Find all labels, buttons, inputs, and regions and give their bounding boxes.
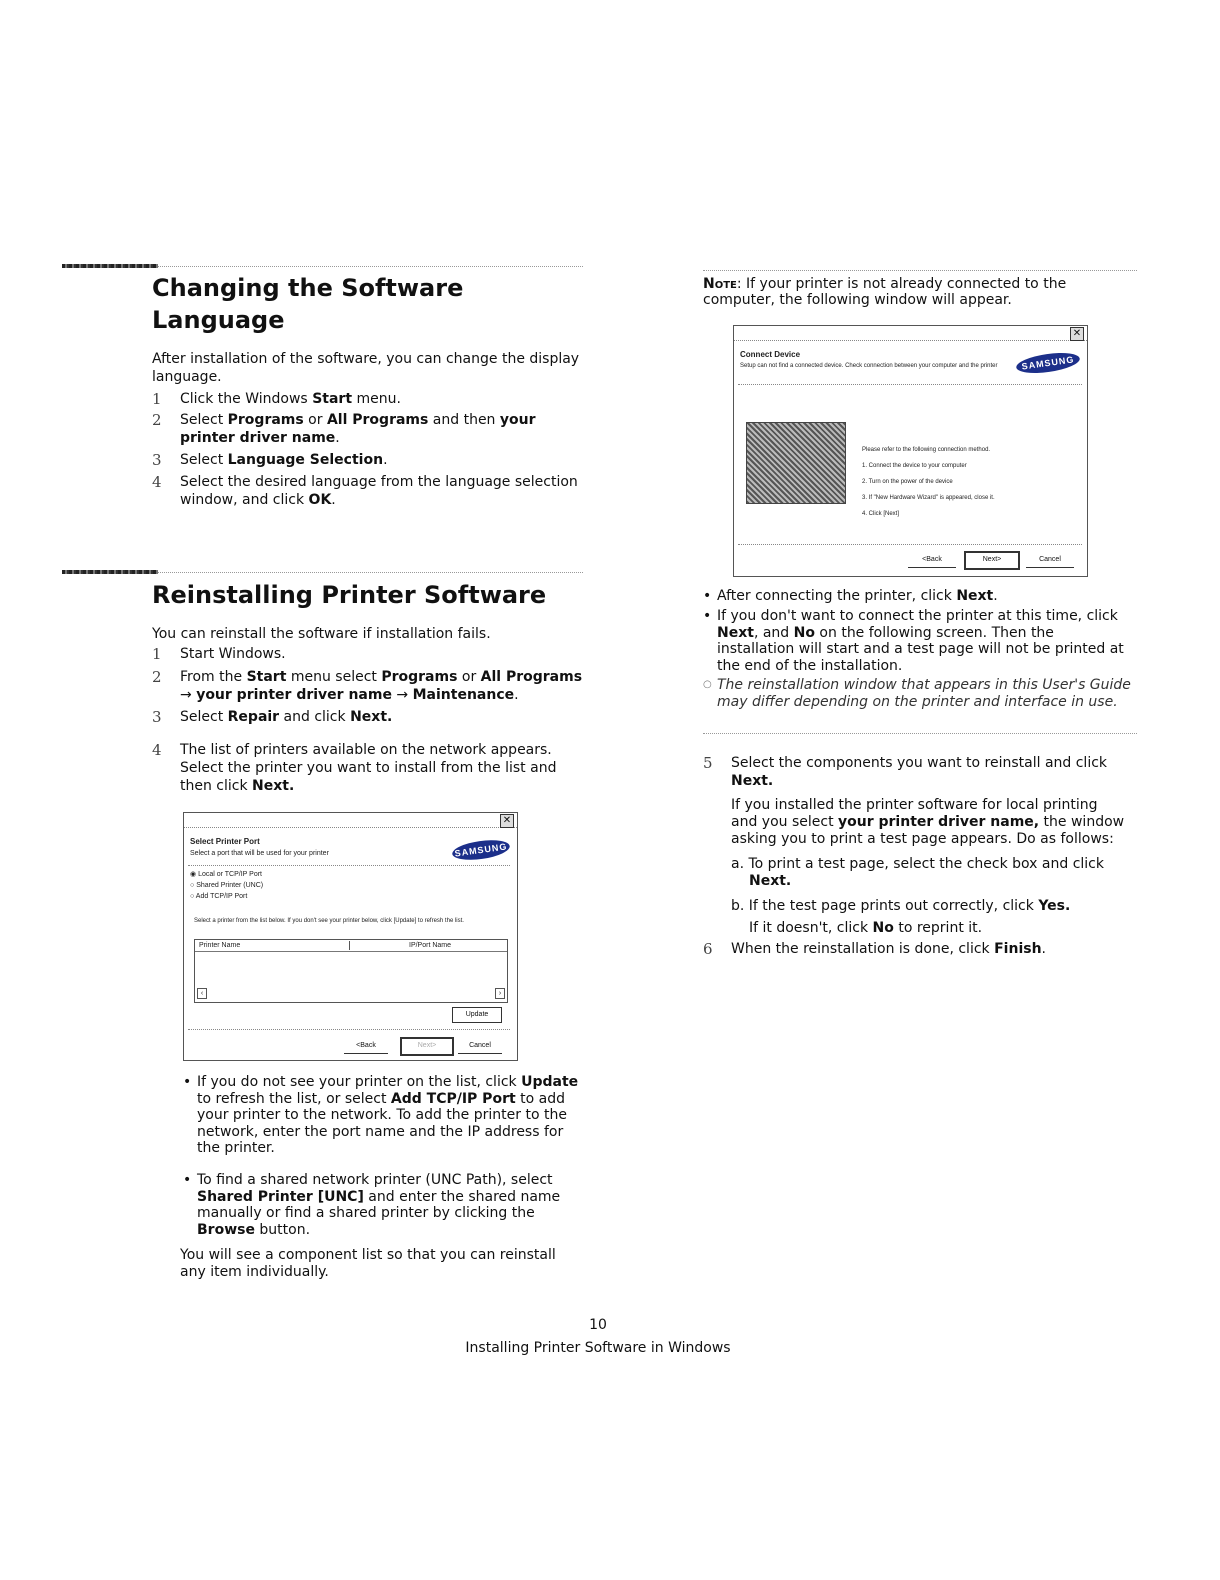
step-text: Select Language Selection.: [180, 452, 388, 468]
note-top-rule: [703, 270, 1137, 271]
step-text: The list of printers available on the network appears. Select the printer you want to install from the list and then click Next.: [180, 742, 557, 794]
select-printer-port-dialog: [183, 812, 518, 1061]
section1-step-2: [152, 411, 582, 449]
section2-step-4: [152, 741, 582, 797]
dialog-heading: Select Printer Port: [190, 837, 260, 846]
step-5-paragraph: If you installed the printer software for local printing and you select your printer driver name, the window asking you to print a test page appears. Do as follows:: [731, 797, 1125, 847]
radio-shared-unc[interactable]: ○ Shared Printer (UNC): [190, 882, 264, 889]
back-button[interactable]: <Back: [344, 1039, 388, 1054]
step-number: 3: [152, 451, 162, 469]
step-number: 3: [152, 708, 162, 726]
samsung-logo: SAMSUNG: [451, 837, 511, 863]
dialog-heading: Connect Device: [740, 350, 801, 359]
note-text: The reinstallation window that appears in this User's Guide may differ depending on the printer and interface in use.: [717, 677, 1131, 710]
back-button[interactable]: <Back: [908, 553, 956, 568]
title-line-2: Language: [152, 306, 285, 334]
step-5: [703, 754, 1135, 794]
step-5-a: a. To print a test page, select the check box and click Next.: [731, 856, 1104, 889]
radio-label: Local or TCP/IP Port: [198, 871, 262, 878]
step-5-b2: If it doesn't, click No to reprint it.: [749, 920, 983, 936]
radio-local-tcpip[interactable]: ◉ Local or TCP/IP Port: [190, 871, 262, 878]
connect-device-dialog: [733, 325, 1088, 577]
scroll-left-icon[interactable]: ‹: [197, 988, 207, 999]
connect-line-0: Please refer to the following connection method.: [862, 447, 991, 453]
bullet-text: If you do not see your printer on the list, click Update to refresh the list, or select Add TCP/IP Port to add your printer to the network. To add the printer to the network, enter the port name and the IP address for the printer.: [197, 1074, 579, 1156]
section-rule: [158, 266, 583, 267]
note-label: Note: [703, 276, 737, 292]
section2-step-1: [152, 645, 582, 663]
step-text: Click the Windows Start menu.: [180, 391, 401, 407]
scroll-right-icon[interactable]: ›: [495, 988, 505, 999]
right-bullet-2: [703, 608, 1135, 674]
section1-intro: After installation of the software, you can change the display language.: [152, 351, 580, 385]
note-paragraph: [703, 276, 1133, 308]
step-text: From the Start menu select Programs or All Programs → your printer driver name → Maintenance.: [180, 669, 583, 703]
close-icon[interactable]: ✕: [500, 814, 514, 828]
note-bottom-rule: [703, 733, 1137, 734]
step-text: Select the desired language from the language selection window, and click OK.: [180, 474, 578, 508]
close-icon[interactable]: ✕: [1070, 327, 1084, 341]
title-line-1: Changing the Software: [152, 274, 464, 302]
step-number: 6: [703, 940, 713, 958]
dialog-subheading: Setup can not find a connected device. Check connection between your computer and the printer: [740, 363, 998, 369]
dialog-footer-divider: [188, 1029, 510, 1030]
step-number: 1: [152, 390, 162, 408]
section2-step-3: [152, 708, 582, 726]
step-number: 4: [152, 473, 162, 491]
section2-bullet-1: [183, 1074, 583, 1166]
step-number: 1: [152, 645, 162, 663]
dialog-divider: [188, 865, 510, 866]
section2-closing: You will see a component list so that you can reinstall any item individually.: [180, 1247, 556, 1280]
radio-label: Add TCP/IP Port: [195, 893, 248, 900]
bullet-dot: •: [183, 1074, 192, 1090]
step-number: 2: [152, 411, 162, 429]
bullet-text: To find a shared network printer (UNC Path), select Shared Printer [UNC] and enter the shared name manually or find a shared printer by clicking the Browse button.: [197, 1172, 561, 1238]
column-printer-name[interactable]: Printer Name: [199, 941, 350, 950]
bullet-dot: •: [703, 588, 712, 604]
section2-bullet-2: [183, 1172, 583, 1244]
section-title-changing-language: [152, 272, 463, 336]
page-number: 10: [589, 1317, 607, 1333]
section-title-reinstalling: Reinstalling Printer Software: [152, 581, 547, 609]
note-marker-icon: ○: [703, 679, 712, 690]
italic-note: [703, 677, 1135, 729]
next-button[interactable]: Next>: [400, 1037, 454, 1056]
radio-add-tcpip[interactable]: ○ Add TCP/IP Port: [190, 893, 248, 900]
step-number: 4: [152, 741, 162, 759]
connect-line-1: 1. Connect the device to your computer: [862, 463, 967, 469]
section1-step-3: [152, 451, 582, 469]
step-text: Start Windows.: [180, 646, 286, 662]
dialog-titlebar: [734, 326, 1087, 341]
step-5-b: b. If the test page prints out correctly, click Yes.: [731, 898, 1071, 914]
section2-intro: You can reinstall the software if installation fails.: [152, 626, 491, 642]
step-number: 2: [152, 668, 162, 686]
step-6: [703, 940, 1135, 958]
dialog-titlebar: [184, 813, 517, 828]
footer-title: Installing Printer Software in Windows: [465, 1340, 731, 1356]
section-rule-dark: [62, 570, 158, 574]
step-text: Select Programs or All Programs and then your printer driver name.: [180, 412, 536, 446]
connect-line-2: 2. Turn on the power of the device: [862, 479, 953, 485]
section1-step-4: [152, 473, 582, 511]
step-number: 5: [703, 754, 713, 772]
section-rule-dark: [62, 264, 158, 268]
dialog-subheading: Select a port that will be used for your printer: [190, 850, 329, 857]
connect-line-3: 3. If "New Hardware Wizard" is appeared, close it.: [862, 495, 995, 501]
right-bullet-1: [703, 588, 1135, 606]
bullet-text: If you don't want to connect the printer at this time, click Next, and No on the following screen. Then the installation will start and a test page will not be printed at the end of the installation.: [717, 608, 1124, 674]
samsung-logo: SAMSUNG: [1015, 350, 1081, 377]
bullet-dot: •: [703, 608, 712, 624]
list-hint: Select a printer from the list below. If you don't see your printer below, click [Update] to refresh the list.: [194, 918, 464, 924]
step-text: When the reinstallation is done, click Finish.: [731, 941, 1046, 957]
next-button[interactable]: Next>: [964, 551, 1020, 570]
list-header-rule: [195, 951, 507, 952]
section-rule: [158, 572, 583, 573]
cancel-button[interactable]: Cancel: [458, 1039, 502, 1054]
bullet-text: After connecting the printer, click Next.: [717, 588, 998, 604]
radio-label: Shared Printer (UNC): [196, 882, 264, 889]
printer-list[interactable]: [194, 939, 508, 1003]
update-button[interactable]: Update: [452, 1007, 502, 1023]
step-text: Select the components you want to reinstall and click Next.: [731, 755, 1108, 789]
column-ip-port[interactable]: IP/Port Name: [409, 942, 452, 949]
connect-line-4: 4. Click [Next]: [862, 511, 900, 517]
dialog-footer-divider: [738, 544, 1082, 545]
note-text: : If your printer is not already connected to the computer, the following window will appear.: [703, 276, 1067, 308]
step-text: Select Repair and click Next.: [180, 709, 393, 725]
section1-step-1: [152, 390, 582, 408]
connection-illustration: [746, 422, 846, 504]
bullet-dot: •: [183, 1172, 192, 1188]
dialog-divider: [738, 384, 1082, 385]
cancel-button[interactable]: Cancel: [1026, 553, 1074, 568]
section2-step-2: [152, 668, 582, 706]
